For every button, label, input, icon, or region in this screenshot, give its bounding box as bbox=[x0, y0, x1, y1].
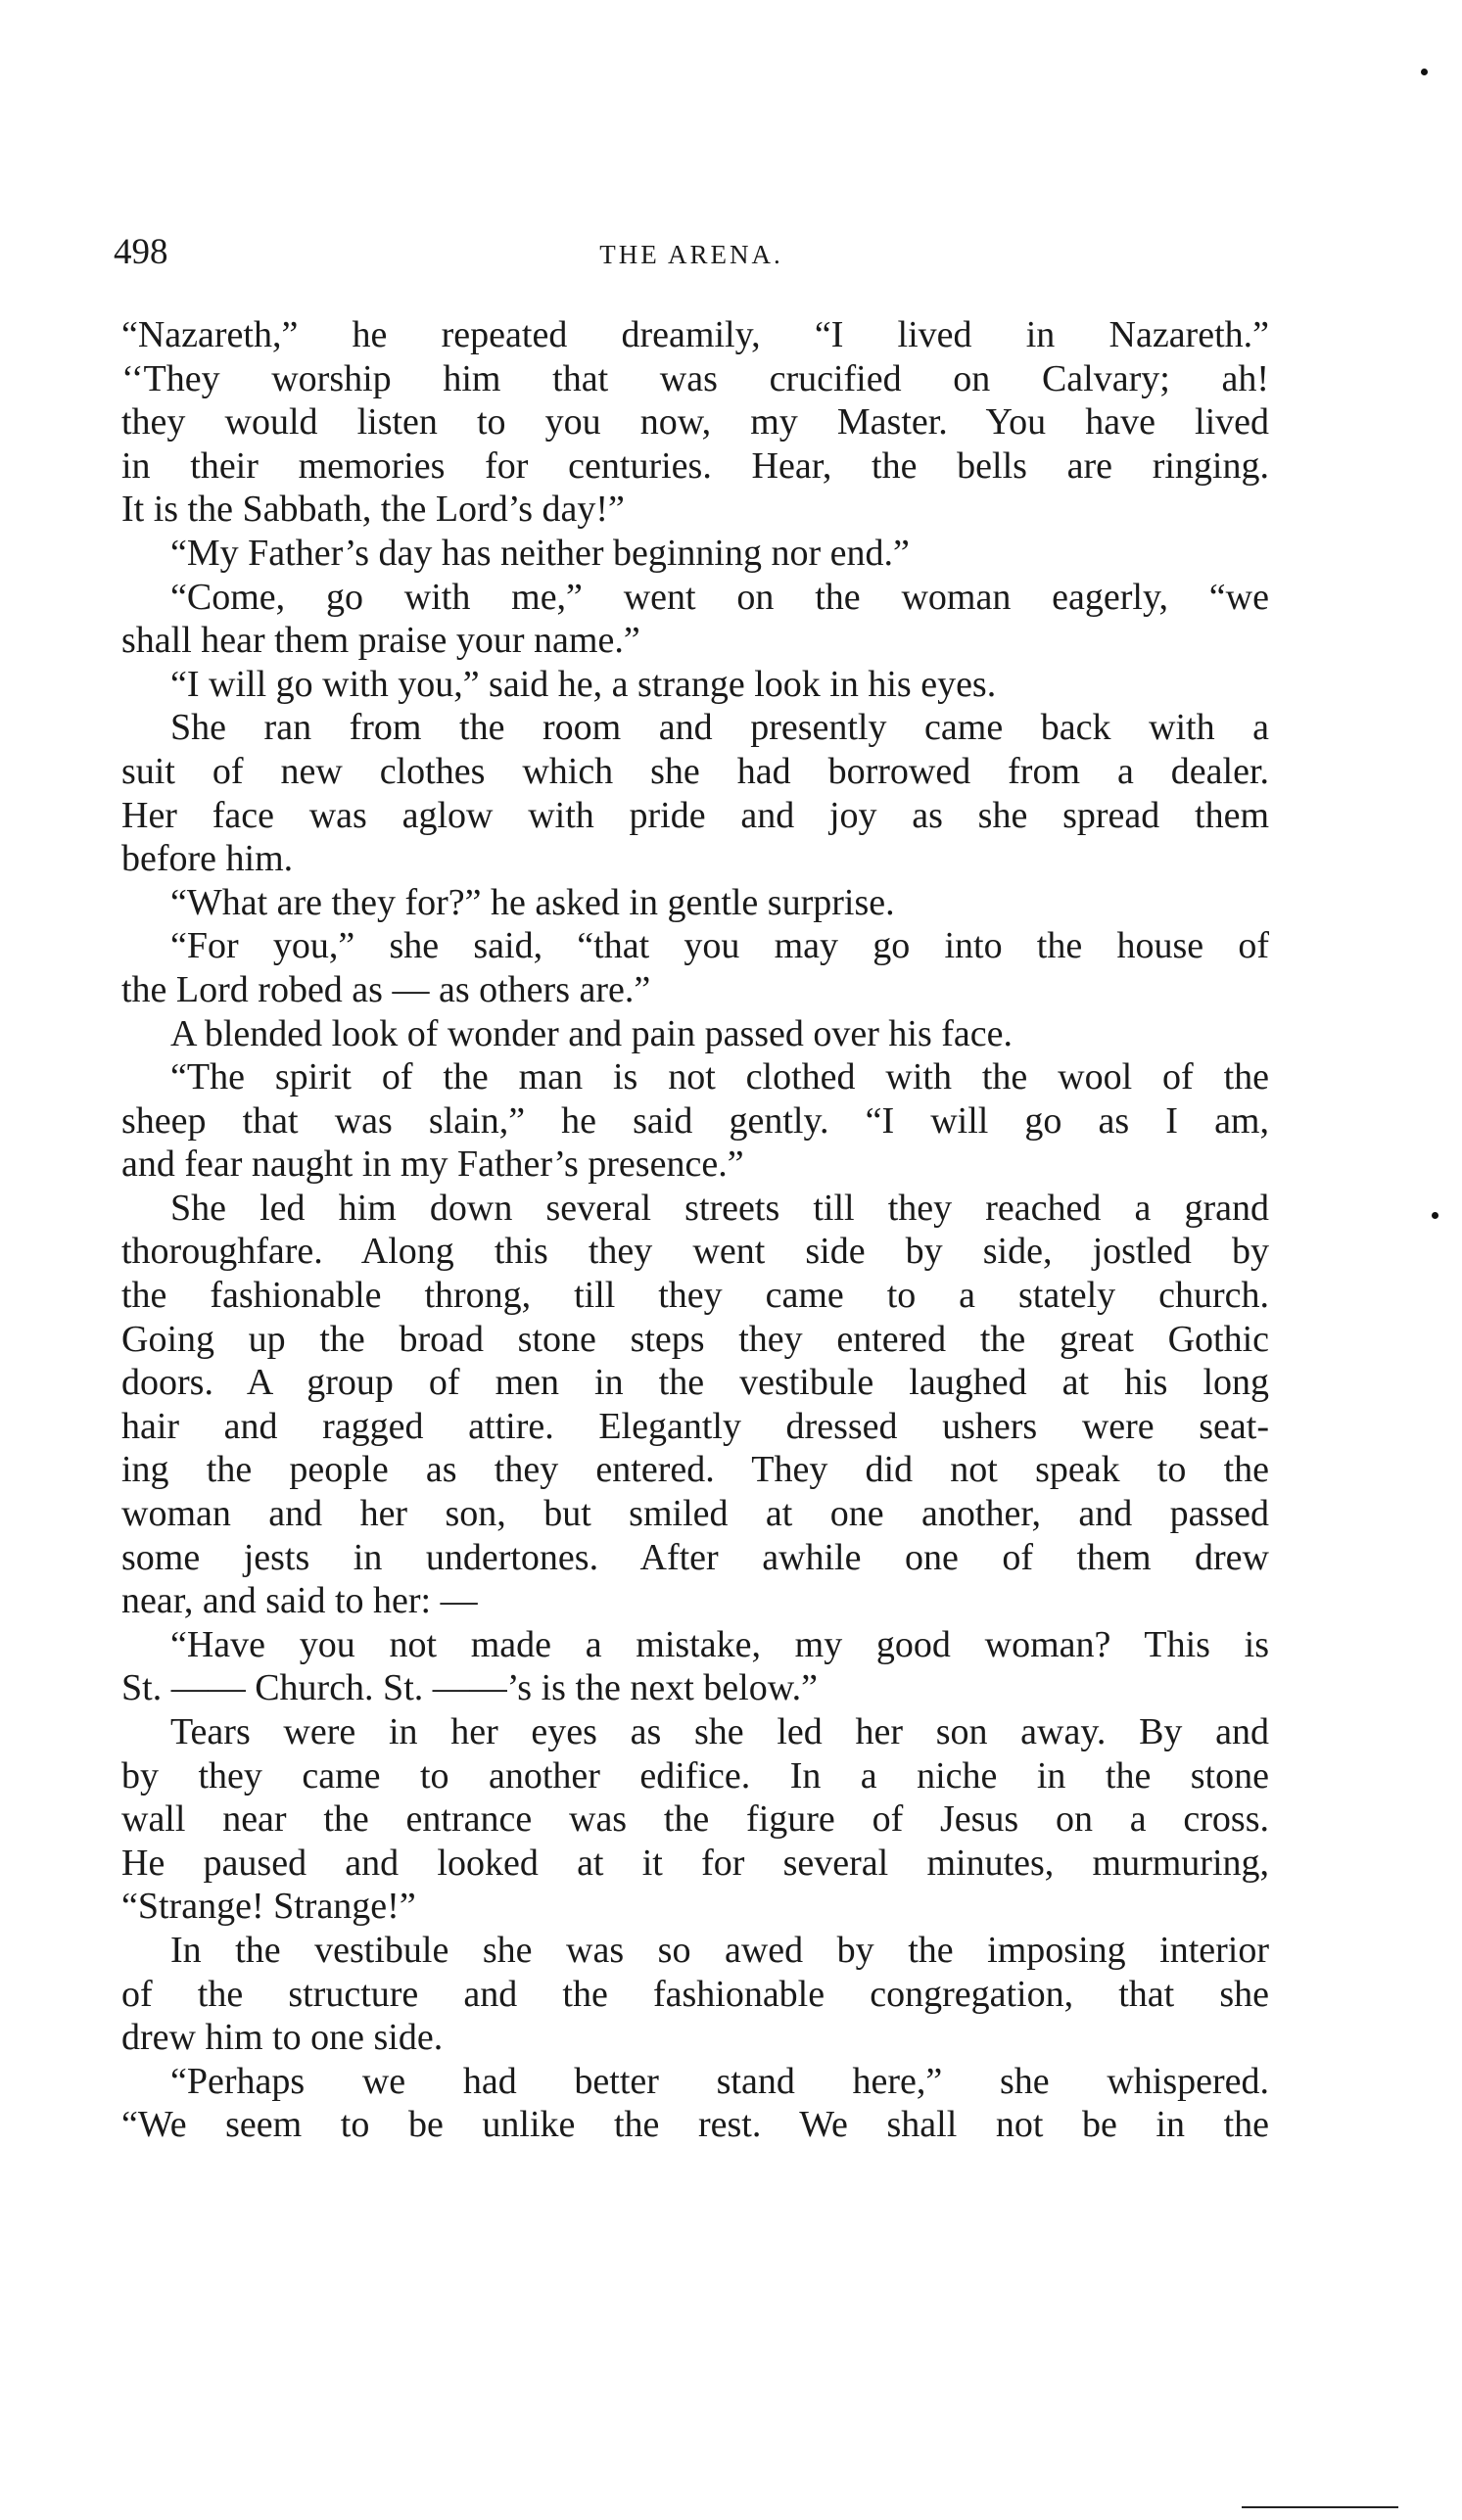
text-line: She led him down several streets till they reached a grand bbox=[170, 1187, 1269, 1229]
text-line: In the vestibule she was so awed by the imposing interior bbox=[170, 1929, 1269, 1971]
text-line: “Have you not made a mistake, my good woman? This is bbox=[170, 1623, 1269, 1665]
text-line: and fear naught in my Father’s presence.” bbox=[121, 1143, 744, 1186]
text-line: suit of new clothes which she had borrowed from a dealer. bbox=[121, 750, 1269, 792]
ink-speck bbox=[1421, 69, 1428, 75]
text-line: “Perhaps we had better stand here,” she whispered. bbox=[170, 2060, 1269, 2102]
text-line: “I will go with you,” said he, a strange look in his eyes. bbox=[170, 663, 997, 705]
text-line: It is the Sabbath, the Lord’s day!” bbox=[121, 489, 625, 531]
text-line: the fashionable throng, till they came to a stately church. bbox=[121, 1275, 1269, 1317]
text-line: “Come, go with me,” went on the woman eagerly, “we bbox=[170, 576, 1269, 618]
text-line: He paused and looked at it for several minutes, murmuring, bbox=[121, 1842, 1269, 1884]
text-line: “Strange! Strange!” bbox=[121, 1886, 416, 1928]
body-text bbox=[121, 313, 1269, 2147]
text-line: wall near the entrance was the figure of Jesus on a cross. bbox=[121, 1798, 1269, 1841]
text-line: they would listen to you now, my Master. You have lived bbox=[121, 401, 1269, 443]
text-line: in their memories for centuries. Hear, the bells are ringing. bbox=[121, 444, 1269, 487]
text-line: “For you,” she said, “that you may go into the house of bbox=[170, 925, 1269, 967]
text-line: “We seem to be unlike the rest. We shall not be in the bbox=[121, 2104, 1269, 2146]
text-line: She ran from the room and presently came back with a bbox=[170, 707, 1269, 749]
text-line: some jests in undertones. After awhile one of them drew bbox=[121, 1536, 1269, 1578]
text-line: hair and ragged attire. Elegantly dressed ushers were seat- bbox=[121, 1405, 1269, 1447]
text-line: A blended look of wonder and pain passed over his face. bbox=[170, 1012, 1014, 1054]
text-line: St. —— Church. St. ——’s is the next below.” bbox=[121, 1667, 819, 1709]
text-line: drew him to one side. bbox=[121, 2017, 444, 2059]
page-number: 498 bbox=[114, 232, 168, 272]
text-line: thoroughfare. Along this they went side by side, jostled by bbox=[121, 1231, 1269, 1273]
text-line: doors. A group of men in the vestibule laughed at his long bbox=[121, 1362, 1269, 1404]
text-line: “The spirit of the man is not clothed with the wool of the bbox=[170, 1056, 1269, 1098]
text-line: ing the people as they entered. They did not speak to the bbox=[121, 1449, 1269, 1491]
text-line: woman and her son, but smiled at one another, and passed bbox=[121, 1493, 1269, 1535]
text-line: shall hear them praise your name.” bbox=[121, 620, 640, 662]
text-line: Her face was aglow with pride and joy as she spread them bbox=[121, 794, 1269, 836]
text-line: “Nazareth,” he repeated dreamily, “I lived in Nazareth.” bbox=[121, 314, 1269, 355]
ink-speck bbox=[1432, 1212, 1438, 1219]
running-head: THE ARENA. bbox=[599, 240, 783, 269]
text-line: Going up the broad stone steps they entered the great Gothic bbox=[121, 1318, 1269, 1360]
text-line: ‘‘They worship him that was crucified on Calvary; ah! bbox=[121, 357, 1269, 399]
text-line: the Lord robed as — as others are.” bbox=[121, 968, 651, 1010]
text-line: “What are they for?” he asked in gentle surprise. bbox=[170, 881, 895, 923]
text-line: near, and said to her: — bbox=[121, 1580, 478, 1622]
text-line: before him. bbox=[121, 838, 294, 880]
text-line: of the structure and the fashionable congregation, that she bbox=[121, 1973, 1269, 2015]
page-edge-rule bbox=[1242, 2506, 1398, 2508]
text-line: “My Father’s day has neither beginning nor end.” bbox=[170, 532, 910, 574]
page-header bbox=[114, 231, 1269, 274]
text-line: sheep that was slain,” he said gently. “I will go as I am, bbox=[121, 1099, 1269, 1142]
text-line: Tears were in her eyes as she led her son away. By and bbox=[170, 1711, 1269, 1752]
text-line: by they came to another edifice. In a niche in the stone bbox=[121, 1754, 1269, 1797]
